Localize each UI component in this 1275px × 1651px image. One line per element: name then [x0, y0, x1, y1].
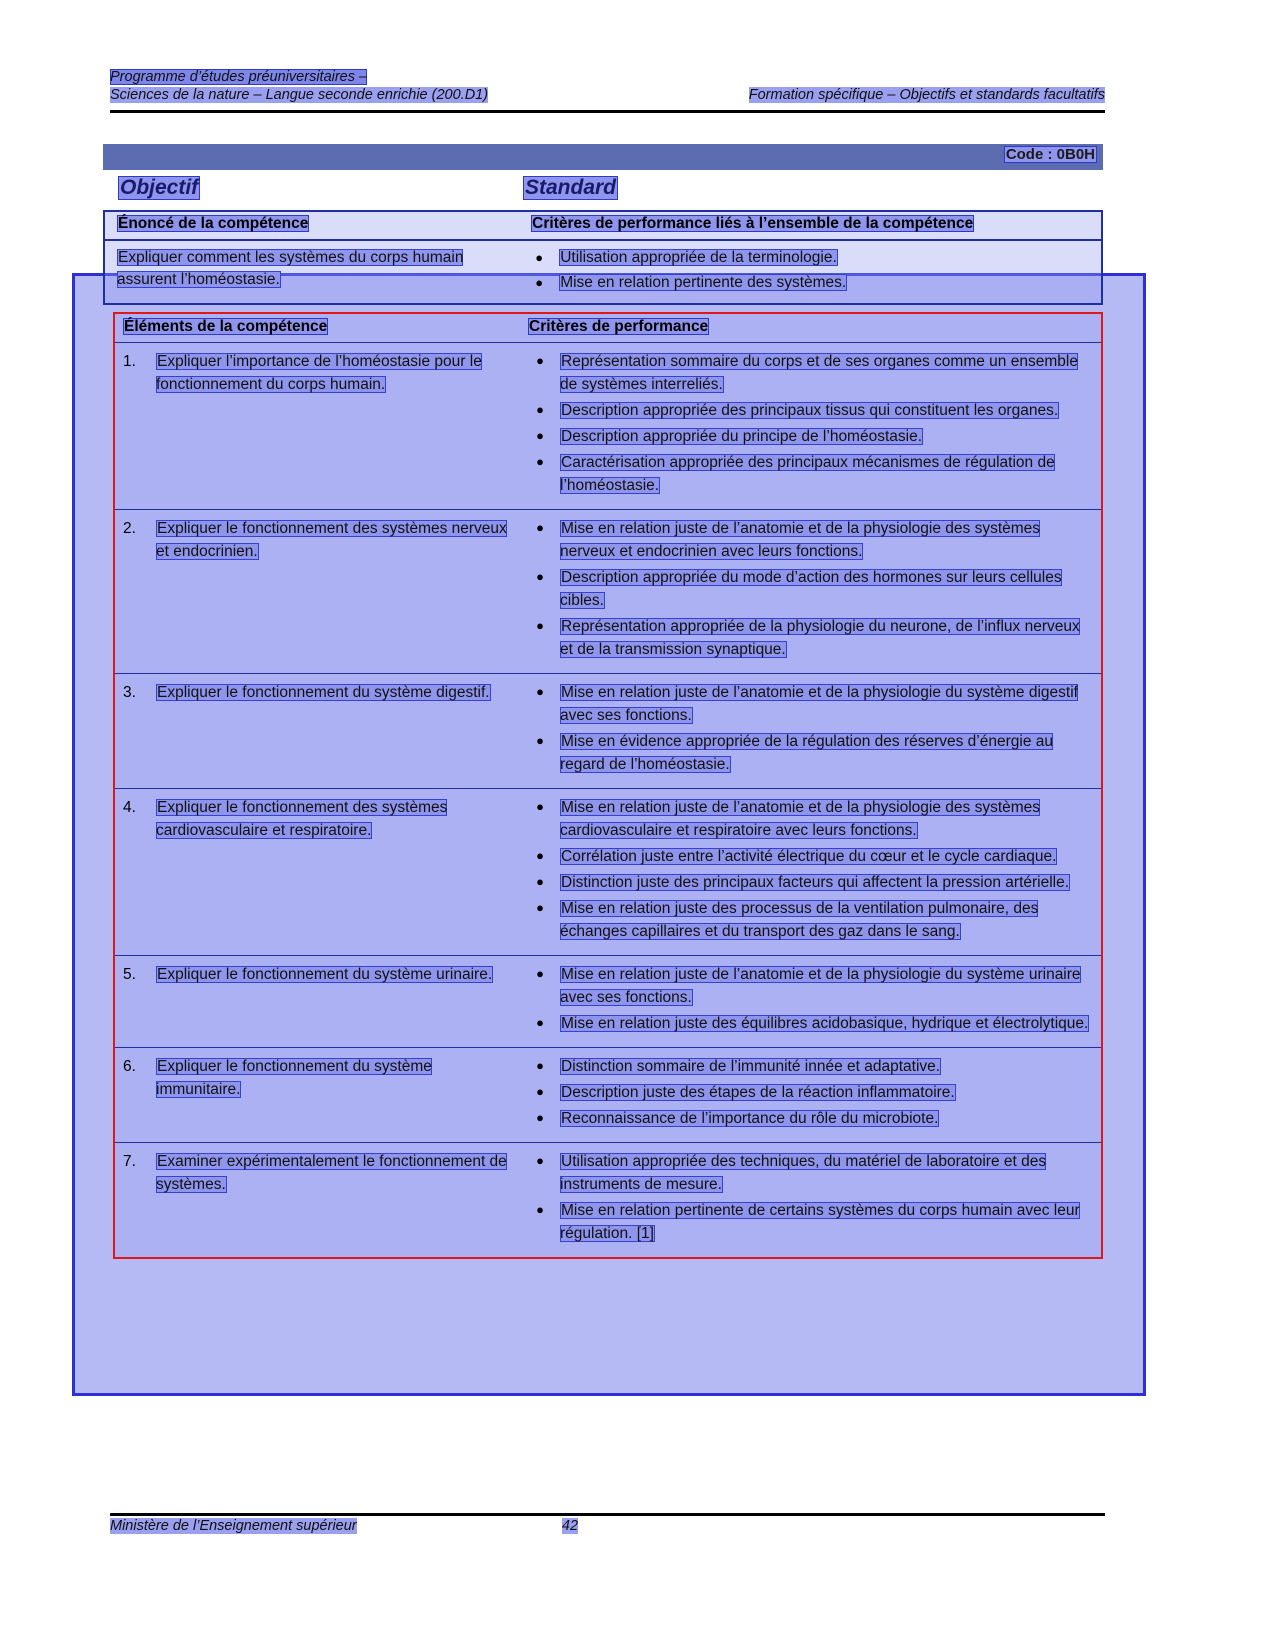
- element-cell: [115, 674, 520, 788]
- bullet-icon: ●: [536, 402, 544, 417]
- element-cell: [115, 956, 520, 1047]
- criteria-text-inner: Corrélation juste entre l’activité électrique du cœur et le cycle cardiaque.: [561, 848, 1057, 865]
- element-label: [156, 681, 512, 704]
- criteria-text-inner: Description appropriée du principe de l’homéostasie.: [561, 428, 923, 445]
- element-numbered-item: [123, 963, 512, 986]
- criteria-text: [560, 963, 1095, 1009]
- criteria-text: [560, 845, 1095, 868]
- criteria-item: [520, 451, 1095, 497]
- table-row: [115, 789, 1101, 956]
- header-divider: [110, 110, 1105, 113]
- criteria-item: [520, 681, 1095, 727]
- criteria-text-inner: Description juste des étapes de la réaction inflammatoire.: [561, 1084, 955, 1101]
- criteria-text: [560, 566, 1095, 612]
- criteria-item: [520, 897, 1095, 943]
- footer-page-wrap: [510, 1518, 630, 1534]
- criteria-item: [520, 871, 1095, 894]
- element-label-inner: Expliquer le fonctionnement du système immunitaire.: [156, 1058, 432, 1098]
- criteria-text: [560, 1199, 1095, 1245]
- criteria-text: [560, 517, 1095, 563]
- criteria-item: [520, 425, 1095, 448]
- element-number: 4.: [123, 799, 136, 816]
- element-number: 6.: [123, 1058, 136, 1075]
- criteria-text-inner: Caractérisation appropriée des principaux mécanismes de régulation de l’homéostasie.: [560, 454, 1055, 494]
- element-label: [156, 517, 512, 563]
- criteria-text-inner: Mise en relation juste de l’anatomie et de la physiologie du système digestif avec ses fonctions.: [560, 684, 1078, 724]
- competence-header-left-cell: [105, 212, 519, 239]
- competence-table-body: [105, 241, 1101, 303]
- criteria-item: [520, 1199, 1095, 1245]
- bullet-icon: ●: [536, 684, 544, 699]
- criteria-text-inner: Description appropriée du mode d’action des hormones sur leurs cellules cibles.: [560, 569, 1062, 609]
- criteria-cell: [520, 674, 1101, 788]
- table-row: [115, 956, 1101, 1048]
- page-header: [110, 68, 1105, 104]
- elements-header-right: Critères de performance: [529, 318, 709, 335]
- criteria-item: [520, 1150, 1095, 1196]
- element-numbered-item: [123, 796, 512, 842]
- competence-header-right-cell: [519, 212, 1101, 239]
- criteria-item: [520, 1055, 1095, 1078]
- criteria-item: [520, 350, 1095, 396]
- bullet-icon: ●: [536, 966, 544, 981]
- element-number: 3.: [123, 684, 136, 701]
- criteria-text: [560, 1150, 1095, 1196]
- competence-statement-cell: [105, 241, 519, 303]
- criteria-text: [560, 1055, 1095, 1078]
- bullet-icon: ●: [536, 1084, 544, 1099]
- criteria-text: [559, 247, 1093, 269]
- criteria-text-inner: Mise en relation pertinente des systèmes.: [560, 274, 847, 291]
- criteria-item: [520, 1081, 1095, 1104]
- elements-table: [113, 312, 1103, 1259]
- bullet-icon: ●: [536, 733, 544, 748]
- criteria-text-inner: Reconnaissance de l’importance du rôle du microbiote.: [561, 1110, 939, 1127]
- standard-title: Standard: [525, 176, 617, 199]
- element-label: [156, 1150, 512, 1196]
- element-number: 7.: [123, 1153, 136, 1170]
- bullet-icon: ●: [536, 1110, 544, 1125]
- element-label-inner: Expliquer le fonctionnement des systèmes nerveux et endocrinien.: [156, 520, 507, 560]
- criteria-cell: [520, 1143, 1101, 1257]
- element-label: [156, 1055, 512, 1101]
- criteria-item: [520, 1012, 1095, 1035]
- element-number: 2.: [123, 520, 136, 537]
- criteria-text: [560, 425, 1095, 448]
- element-label: [156, 350, 512, 396]
- element-label: [156, 963, 512, 986]
- bullet-icon: ●: [536, 1202, 544, 1217]
- bullet-icon: ●: [536, 454, 544, 469]
- criteria-cell: [520, 1048, 1101, 1142]
- element-label: [156, 796, 512, 842]
- header-program-line: Programme d’études préuniversitaires –: [110, 69, 368, 85]
- criteria-item: [519, 247, 1093, 269]
- criteria-text-inner: Mise en relation juste de l’anatomie et de la physiologie des systèmes nerveux et endocrinien avec leurs fonctions.: [560, 520, 1041, 560]
- bullet-icon: ●: [536, 900, 544, 915]
- header-left-line2: [110, 86, 488, 104]
- criteria-text-inner: Utilisation appropriée de la terminologie.: [560, 249, 837, 266]
- criteria-text: [560, 350, 1095, 396]
- footer-divider: [110, 1513, 1105, 1516]
- competence-table: [103, 210, 1103, 305]
- elements-header-right-cell: [520, 314, 1101, 342]
- criteria-item: [520, 517, 1095, 563]
- header-row-1: [110, 68, 1105, 86]
- bullet-icon: ●: [536, 618, 544, 633]
- criteria-item: [520, 399, 1095, 422]
- criteria-item: [520, 566, 1095, 612]
- criteria-text: [560, 1081, 1095, 1104]
- footer-ministry-wrap: [110, 1518, 510, 1534]
- criteria-text-inner: Mise en relation pertinente de certains systèmes du corps humain avec leur régulation. [1]: [560, 1202, 1080, 1242]
- elements-table-header: [115, 314, 1101, 343]
- criteria-text: [560, 871, 1095, 894]
- bullet-icon: ●: [536, 428, 544, 443]
- element-numbered-item: [123, 1055, 512, 1101]
- criteria-text: [560, 1012, 1095, 1035]
- criteria-text-inner: Mise en relation juste des processus de la ventilation pulmonaire, des échanges capillaires et du transport des gaz dans le sang.: [560, 900, 1039, 940]
- bullet-icon: ●: [535, 275, 544, 290]
- page-number: 42: [561, 1518, 579, 1534]
- criteria-text-inner: Utilisation appropriée des techniques, du matériel de laboratoire et des instruments de mesure.: [560, 1153, 1047, 1193]
- objectif-standard-titles: [103, 176, 1103, 206]
- element-cell: [115, 789, 520, 955]
- criteria-text: [560, 451, 1095, 497]
- element-label-inner: Examiner expérimentalement le fonctionnement de systèmes.: [156, 1153, 507, 1193]
- criteria-text-inner: Représentation sommaire du corps et de ses organes comme un ensemble de systèmes interreliés.: [560, 353, 1078, 393]
- element-numbered-item: [123, 350, 512, 396]
- table-row: [115, 1048, 1101, 1143]
- table-row: [115, 510, 1101, 674]
- criteria-item: [520, 730, 1095, 776]
- objectif-title: Objectif: [120, 176, 199, 199]
- criteria-cell: [520, 510, 1101, 673]
- element-numbered-item: [123, 1150, 512, 1196]
- criteria-item: [520, 615, 1095, 661]
- element-label-inner: Expliquer l’importance de l’homéostasie pour le fonctionnement du corps humain.: [156, 353, 482, 393]
- header-section-label: Formation spécifique – Objectifs et standards facultatifs: [748, 87, 1105, 103]
- criteria-text-inner: Représentation appropriée de la physiologie du neurone, de l’influx nerveux et de la transmission synaptique.: [560, 618, 1080, 658]
- element-label-inner: Expliquer le fonctionnement du système digestif.: [157, 684, 490, 701]
- bullet-icon: ●: [536, 1058, 544, 1073]
- competence-criteria-cell: [519, 241, 1101, 303]
- criteria-item: [519, 272, 1093, 294]
- criteria-item: [520, 1107, 1095, 1130]
- criteria-item: [520, 845, 1095, 868]
- table-row: [115, 1143, 1101, 1257]
- criteria-item: [520, 963, 1095, 1009]
- bullet-icon: ●: [536, 1153, 544, 1168]
- element-label-inner: Expliquer le fonctionnement des systèmes cardiovasculaire et respiratoire.: [156, 799, 448, 839]
- criteria-text-inner: Distinction sommaire de l’immunité innée et adaptative.: [561, 1058, 941, 1075]
- header-row-2: [110, 86, 1105, 104]
- header-left-line1: [110, 68, 367, 86]
- criteria-text-inner: Mise en relation juste de l’anatomie et de la physiologie des systèmes cardiovasculaire et respiratoire avec leurs fonctions.: [560, 799, 1041, 839]
- competence-table-header: [105, 212, 1101, 241]
- element-number: 5.: [123, 966, 136, 983]
- element-cell: [115, 510, 520, 673]
- objective-code: Code : 0B0H: [1005, 146, 1095, 163]
- bullet-icon: ●: [536, 848, 544, 863]
- header-program-subtitle: Sciences de la nature – Langue seconde enrichie (200.D1): [110, 87, 489, 103]
- elements-header-left-cell: [115, 314, 520, 342]
- element-cell: [115, 1048, 520, 1142]
- criteria-cell: [520, 343, 1101, 509]
- competence-header-right: Critères de performance liés à l’ensemble de la compétence: [532, 215, 974, 232]
- criteria-cell: [520, 789, 1101, 955]
- table-row: [115, 343, 1101, 510]
- criteria-text-inner: Mise en relation juste de l’anatomie et de la physiologie du système urinaire avec ses fonctions.: [560, 966, 1081, 1006]
- criteria-cell: [520, 956, 1101, 1047]
- element-numbered-item: [123, 681, 512, 704]
- footer-ministry: Ministère de l’Enseignement supérieur: [110, 1518, 357, 1534]
- table-row: [115, 674, 1101, 789]
- bullet-icon: ●: [536, 569, 544, 584]
- criteria-text: [560, 796, 1095, 842]
- criteria-text: [560, 399, 1095, 422]
- bullet-icon: ●: [536, 874, 544, 889]
- bullet-icon: ●: [536, 799, 544, 814]
- criteria-text-inner: Description appropriée des principaux tissus qui constituent les organes.: [561, 402, 1059, 419]
- competence-header-left: Énoncé de la compétence: [118, 215, 309, 232]
- element-numbered-item: [123, 517, 512, 563]
- element-label-inner: Expliquer le fonctionnement du système urinaire.: [157, 966, 493, 983]
- criteria-text: [560, 615, 1095, 661]
- elements-header-left: Éléments de la compétence: [124, 318, 328, 335]
- element-cell: [115, 343, 520, 509]
- criteria-text: [560, 1107, 1095, 1130]
- criteria-text: [560, 897, 1095, 943]
- criteria-text-inner: Distinction juste des principaux facteurs qui affectent la pression artérielle.: [561, 874, 1070, 891]
- header-right-text-wrap: [749, 86, 1105, 104]
- element-number: 1.: [123, 353, 136, 370]
- criteria-text: [560, 730, 1095, 776]
- bullet-icon: ●: [536, 353, 544, 368]
- criteria-text: [559, 272, 1093, 294]
- page-footer: [110, 1518, 1105, 1534]
- criteria-text: [560, 681, 1095, 727]
- bullet-icon: ●: [536, 1015, 544, 1030]
- criteria-text-inner: Mise en relation juste des équilibres acidobasique, hydrique et électrolytique.: [561, 1015, 1089, 1032]
- code-banner: [103, 144, 1103, 170]
- bullet-icon: ●: [535, 250, 544, 265]
- bullet-icon: ●: [536, 520, 544, 535]
- criteria-text-inner: Mise en évidence appropriée de la régulation des réserves d’énergie au regard de l’homéostasie.: [560, 733, 1054, 773]
- criteria-item: [520, 796, 1095, 842]
- element-cell: [115, 1143, 520, 1257]
- competence-statement: Expliquer comment les systèmes du corps humain assurent l’homéostasie.: [117, 249, 464, 288]
